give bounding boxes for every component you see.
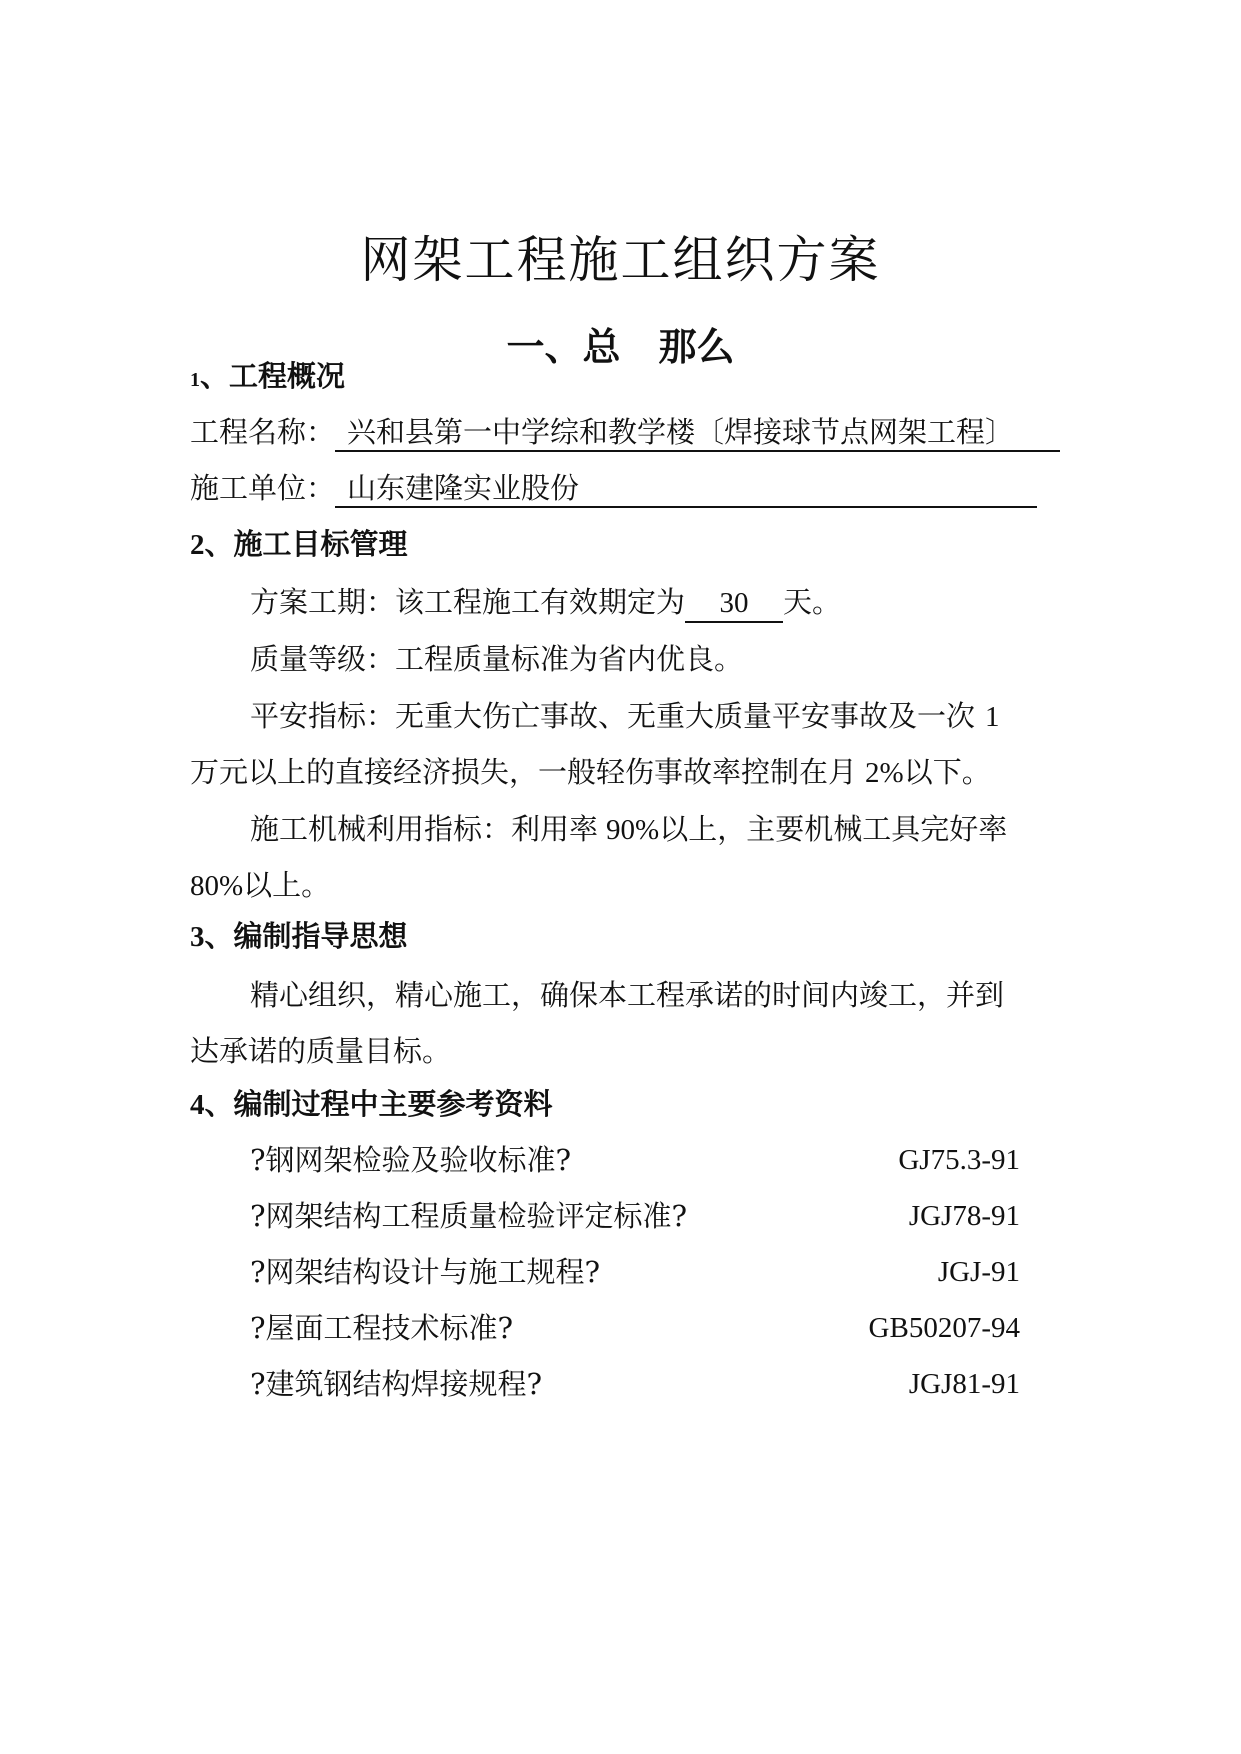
safety-text-c: 以下。 [903, 755, 991, 789]
project-name-value: 兴和县第一中学综和教学楼〔焊接球节点网架工程〕 [335, 418, 1060, 452]
reference-code: JGJ81-91 [908, 1368, 1020, 1400]
section-2-title: 、施工目标管理 [204, 527, 408, 561]
reference-title: ?网架结构工程质量检验评定标准? [250, 1199, 688, 1233]
project-name-line [190, 415, 1060, 452]
machine-line-1 [250, 812, 1008, 846]
chapter-title: 一、总 那么 [506, 324, 735, 369]
section-2-number: 2 [190, 529, 205, 561]
section-3-heading [190, 919, 408, 953]
project-name-label: 工程名称： [190, 415, 336, 449]
reference-code: GB50207-94 [868, 1312, 1020, 1344]
document-title: 网架工程施工组织方案 [360, 231, 881, 289]
section-4-title: 、编制过程中主要参考资料 [204, 1087, 553, 1121]
reference-code: GJ75.3-91 [898, 1144, 1020, 1176]
reference-code: JGJ78-91 [908, 1200, 1020, 1232]
reference-title: ?建筑钢结构焊接规程? [250, 1367, 543, 1401]
section-3-title: 、编制指导思想 [204, 919, 408, 953]
construction-unit-value: 山东建隆实业股份 [335, 474, 1037, 508]
safety-amount: 1 [985, 701, 1000, 733]
section-1-number: 1 [190, 369, 200, 391]
section-2-heading [190, 527, 408, 561]
safety-text-a: 平安指标：无重大伤亡事故、无重大质量平安事故及一次 [250, 699, 976, 733]
intact-rate: 80% [190, 870, 244, 902]
section-1-title: 、工程概况 [200, 359, 346, 393]
utilization-rate: 90% [606, 814, 660, 846]
construction-unit-label: 施工单位： [190, 471, 336, 505]
safety-text-b: 万元以上的直接经济损失，一般轻伤事故率控制在月 [190, 755, 858, 789]
schedule-suffix: 天。 [783, 585, 842, 619]
machine-text-a: 施工机械利用指标：利用率 [250, 812, 599, 846]
injury-rate: 2% [865, 757, 904, 789]
reference-title: ?钢网架检验及验收标准? [250, 1143, 572, 1177]
section-4-number: 4 [190, 1089, 205, 1121]
machine-line-2 [190, 868, 331, 902]
schedule-prefix: 方案工期：该工程施工有效期定为 [250, 585, 686, 619]
reference-title: ?网架结构设计与施工规程? [250, 1255, 601, 1289]
guideline-line-1: 精心组织，精心施工，确保本工程承诺的时间内竣工，并到 [250, 978, 1005, 1012]
section-3-number: 3 [190, 921, 205, 953]
section-4-heading [190, 1087, 553, 1121]
safety-line-1 [250, 699, 1000, 733]
construction-unit-line [190, 471, 1037, 508]
safety-line-2 [190, 755, 991, 789]
guideline-line-2: 达承诺的质量目标。 [190, 1034, 452, 1068]
schedule-line [250, 585, 842, 623]
schedule-days: 30 [685, 589, 783, 623]
machine-text-c: 以上。 [243, 868, 331, 902]
reference-title: ?屋面工程技术标准? [250, 1311, 514, 1345]
reference-code: JGJ-91 [937, 1256, 1020, 1288]
machine-text-b: 以上，主要机械工具完好率 [659, 812, 1008, 846]
quality-line: 质量等级：工程质量标准为省内优良。 [250, 642, 744, 676]
section-1-heading [190, 359, 346, 393]
